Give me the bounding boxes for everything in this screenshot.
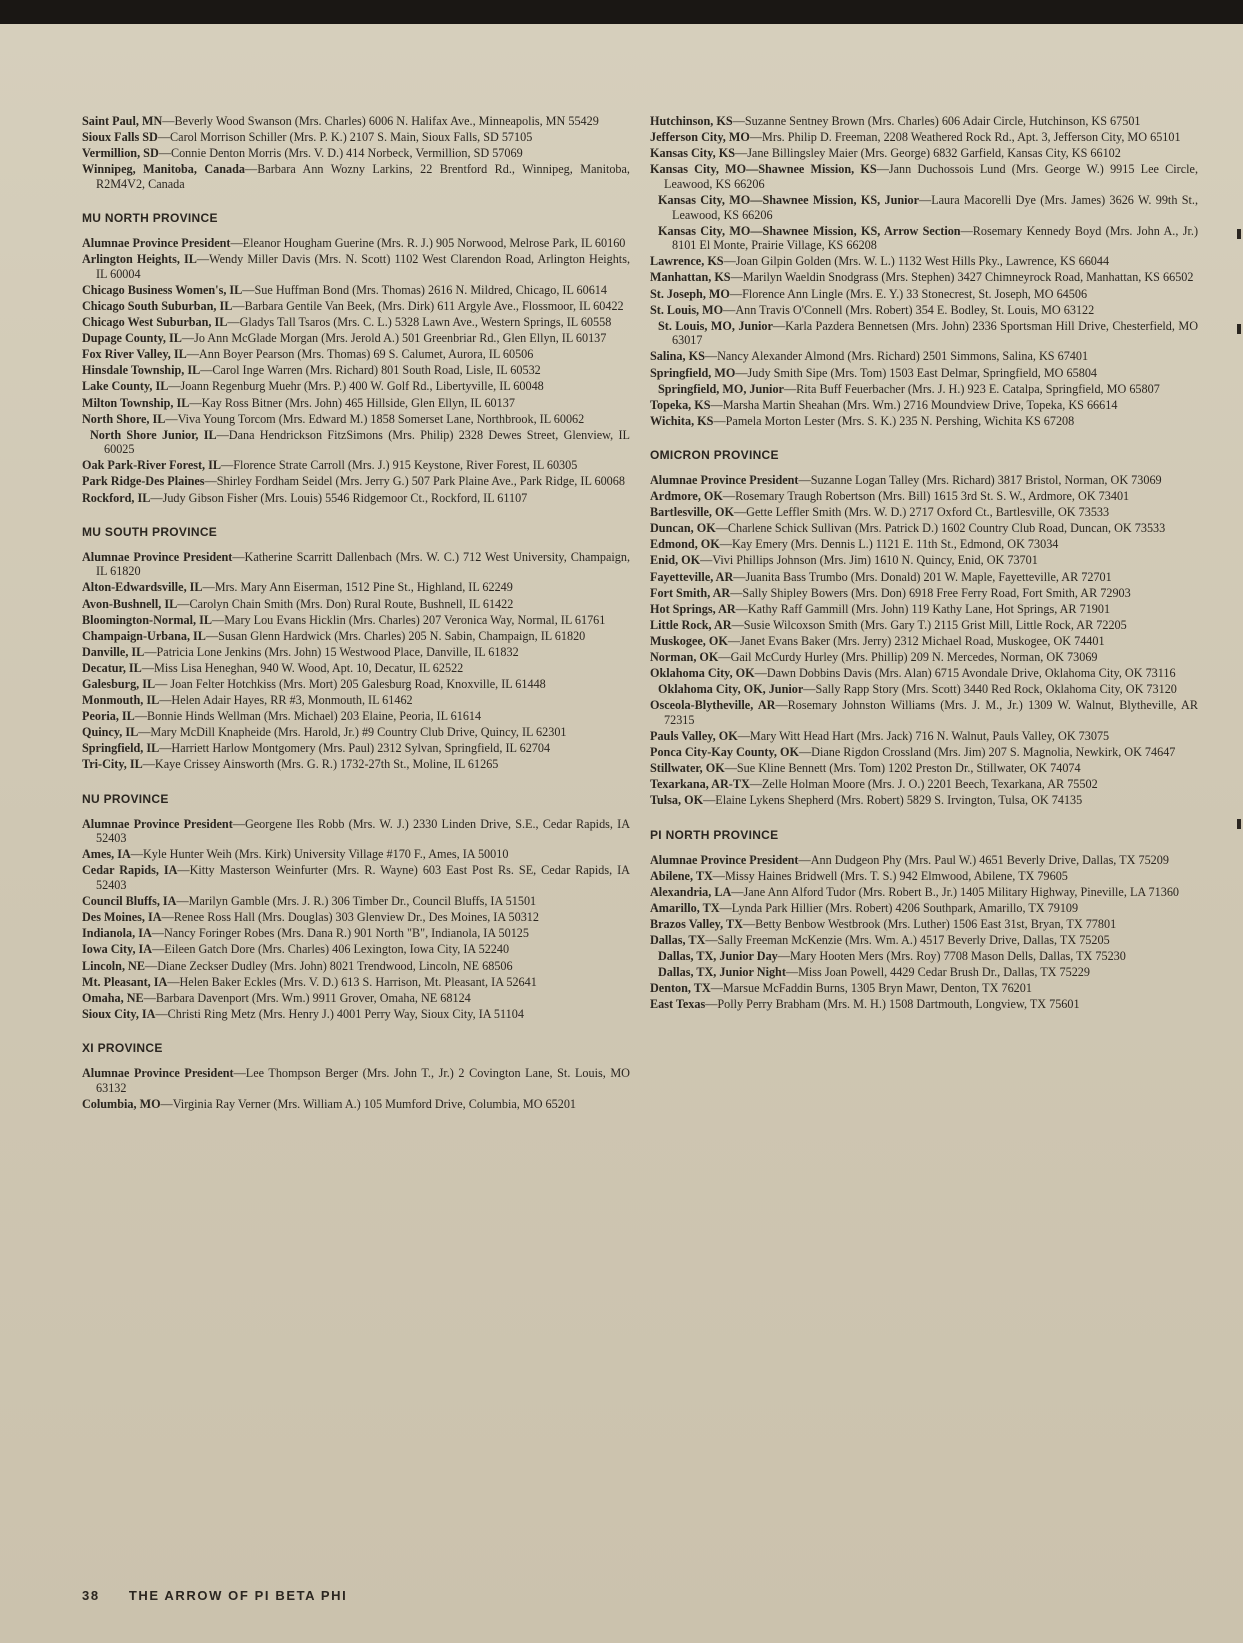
member-details: —Jane Ann Alford Tudor (Mrs. Robert B., Jr.) 1405 Military Highway, Pineville, LA 71360 [731,884,1180,899]
directory-entry [82,474,630,489]
chapter-name: Council Bluffs, IA [82,894,177,909]
chapter-name: Hot Springs, AR [650,601,736,616]
directory-entry [650,917,1198,932]
member-details: —Beverly Wood Swanson (Mrs. Charles) 6006 N. Halifax Ave., Minneapolis, MN 55429 [162,114,599,128]
edge-mark [1237,229,1241,239]
directory-entry [82,725,630,740]
directory-entry [82,709,630,724]
member-details: —Miss Lisa Heneghan, 940 W. Wood, Apt. 10, Decatur, IL 62522 [141,660,464,675]
directory-entry [650,586,1198,601]
chapter-name: Norman, OK [650,650,719,664]
member-details: —Jane Billingsley Maier (Mrs. George) 6832 Garfield, Kansas City, KS 66102 [735,146,1121,161]
member-details: —Mary McDill Knapheide (Mrs. Harold, Jr.) #9 Country Club Drive, Quincy, IL 62301 [138,725,567,740]
chapter-name: Dallas, TX [650,933,706,947]
document-page [0,24,1243,1643]
chapter-name: Manhattan, KS [650,270,731,285]
member-details: —Nancy Foringer Robes (Mrs. Dana R.) 901 North "B", Indianola, IA 50125 [151,926,529,941]
directory-entry [82,613,630,628]
member-details: —Wendy Miller Davis (Mrs. N. Scott) 1102 West Clarendon Road, Arlington Heights, IL 60004 [96,252,630,281]
member-details: —Ann Travis O'Connell (Mrs. Robert) 354 E. Bodley, St. Louis, MO 63122 [723,302,1095,317]
directory-entry [650,270,1198,285]
member-details: —Mrs. Mary Ann Eiserman, 1512 Pine St., Highland, IL 62249 [202,580,513,595]
member-details: —Dawn Dobbins Davis (Mrs. Alan) 6715 Avondale Drive, Oklahoma City, OK 73116 [754,666,1176,681]
chapter-name: Champaign-Urbana, IL [82,628,206,643]
chapter-name: Alumnae Province President [650,852,799,867]
chapter-name: Mt. Pleasant, IA [82,974,168,989]
directory-entry [650,146,1198,161]
province-heading: MU SOUTH PROVINCE [82,525,218,540]
member-details: —Jo Ann McGlade Morgan (Mrs. Jerold A.) 501 Greenbriar Rd., Glen Ellyn, IL 60137 [181,331,607,346]
member-details: —Judy Smith Sipe (Mrs. Tom) 1503 East Delmar, Springfield, MO 65804 [735,365,1098,380]
directory-entry [650,521,1198,536]
member-details: —Sally Freeman McKenzie (Mrs. Wm. A.) 4517 Beverly Drive, Dallas, TX 75205 [705,933,1110,947]
directory-entry [650,398,1198,413]
chapter-name: North Shore, IL [82,411,166,426]
member-details: —Barbara Gentile Van Beek, (Mrs. Dirk) 611 Argyle Ave., Flossmoor, IL 60422 [232,298,624,313]
member-details: —Sally Rapp Story (Mrs. Scott) 3440 Red Rock, Oklahoma City, OK 73120 [803,682,1177,697]
chapter-name: Fayetteville, AR [650,569,734,584]
directory-entry [82,252,630,281]
member-details: —Diane Rigdon Crossland (Mrs. Jim) 207 S. Magnolia, Newkirk, OK 74647 [798,745,1176,760]
directory-entry [650,729,1198,744]
chapter-name: Cedar Rapids, IA [82,863,178,878]
directory-entry [650,553,1198,568]
province-heading: XI PROVINCE [82,1041,163,1056]
member-details: —Gette Leffler Smith (Mrs. W. D.) 2717 Oxford Ct., Bartlesville, OK 73533 [733,505,1110,520]
chapter-name: Lincoln, NE [82,958,145,973]
directory-entry [82,114,630,129]
directory-entry [82,412,630,427]
directory-entry [650,349,1198,364]
chapter-name: Rockford, IL [82,490,151,505]
directory-entry [650,682,1198,697]
directory-entry [82,677,630,692]
directory-entry [650,745,1198,760]
directory-entry [82,162,630,191]
chapter-name: Kansas City, KS [650,146,735,161]
member-details: —Elaine Lykens Shepherd (Mrs. Robert) 5829 S. Irvington, Tulsa, OK 74135 [703,793,1083,808]
directory-entry [650,224,1198,253]
member-details: —Diane Zeckser Dudley (Mrs. John) 8021 Trendwood, Lincoln, NE 68506 [145,958,513,973]
directory-entry [650,981,1198,996]
directory-entry [82,817,630,846]
chapter-name: St. Louis, MO [650,302,724,317]
member-details: —Joann Regenburg Muehr (Mrs. P.) 400 W. Golf Rd., Libertyville, IL 60048 [168,379,544,394]
member-details: —Bonnie Hinds Wellman (Mrs. Michael) 203 Elaine, Peoria, IL 61614 [134,709,482,724]
member-details: —Miss Joan Powell, 4429 Cedar Brush Dr., Dallas, TX 75229 [785,965,1090,980]
chapter-name: Bloomington-Normal, IL [82,612,213,627]
chapter-name: Saint Paul, MN [82,114,163,128]
chapter-name: Alumnae Province President [82,236,231,251]
member-details: —Janet Evans Baker (Mrs. Jerry) 2312 Michael Road, Muskogee, OK 74401 [727,633,1105,648]
member-details: —Helen Baker Eckles (Mrs. V. D.) 613 S. Harrison, Mt. Pleasant, IA 52641 [167,974,537,989]
directory-entry [650,287,1198,302]
chapter-name: Indianola, IA [82,926,152,941]
member-details: —Jann Duchossois Lund (Mrs. George W.) 9915 Lee Circle, Leawood, KS 66206 [664,162,1198,191]
directory-entry [650,537,1198,552]
chapter-name: Lawrence, KS [650,254,724,269]
directory-entry [82,363,630,378]
chapter-name: Vermillion, SD [82,146,159,161]
directory-entry [82,580,630,595]
member-details: —Katherine Scarritt Dallenbach (Mrs. W. C.) 712 West University, Champaign, IL 61820 [96,549,630,579]
right-column [650,114,1198,1013]
directory-entry [650,634,1198,649]
member-details: —Dana Hendrickson FitzSimons (Mrs. Philip) 2328 Dewes Street, Glenview, IL 60025 [104,427,631,457]
chapter-name: Edmond, OK [650,537,720,552]
directory-entry [82,1097,630,1112]
directory-entry [650,193,1198,222]
member-details: —Pamela Morton Lester (Mrs. S. K.) 235 N. Pershing, Wichita KS 67208 [713,413,1075,428]
member-details: —Joan Gilpin Golden (Mrs. W. L.) 1132 West Hills Pky., Lawrence, KS 66044 [723,254,1110,269]
directory-entry [82,741,630,756]
chapter-name: Alumnae Province President [82,549,233,564]
chapter-name: Ardmore, OK [650,489,723,504]
chapter-name: Hutchinson, KS [650,114,733,128]
member-details: —Susan Glenn Hardwick (Mrs. Charles) 205 N. Sabin, Champaign, IL 61820 [205,628,586,643]
directory-entry [650,303,1198,318]
chapter-name: Quincy, IL [82,725,139,740]
page-number: 38 [82,1588,100,1603]
chapter-name: Columbia, MO [82,1096,161,1111]
directory-entry [82,331,630,346]
member-details: —Suzanne Sentney Brown (Mrs. Charles) 606 Adair Circle, Hutchinson, KS 67501 [732,114,1141,128]
member-details: —Susie Wilcoxson Smith (Mrs. Gary T.) 2115 Grist Mill, Little Rock, AR 72205 [731,617,1127,632]
left-column [82,114,630,1113]
directory-entry [650,885,1198,900]
chapter-name: Sioux City, IA [82,1006,156,1021]
member-details: —Barbara Davenport (Mrs. Wm.) 9911 Grover, Omaha, NE 68124 [143,990,471,1005]
chapter-name: Dupage County, IL [82,331,182,346]
directory-entry [82,1066,630,1095]
directory-entry [650,414,1198,429]
chapter-name: Brazos Valley, TX [650,916,743,931]
member-details: —Florence Ann Lingle (Mrs. E. Y.) 33 Stonecrest, St. Joseph, MO 64506 [729,286,1088,301]
chapter-name: Chicago South Suburban, IL [82,298,233,313]
directory-entry [650,869,1198,884]
province-heading: PI NORTH PROVINCE [650,827,779,842]
member-details: —Sue Huffman Bond (Mrs. Thomas) 2616 N. Mildred, Chicago, IL 60614 [242,282,607,297]
directory-entry [650,162,1198,191]
directory-entry [650,489,1198,504]
chapter-name: Iowa City, IA [82,942,153,957]
chapter-name: Arlington Heights, IL [82,252,197,267]
chapter-name: Oak Park-River Forest, IL [82,458,222,473]
member-details: —Marsha Martin Sheahan (Mrs. Wm.) 2716 Moundview Drive, Topeka, KS 66614 [710,397,1118,412]
chapter-name: Park Ridge-Des Plaines [82,474,205,489]
chapter-name: Alton-Edwardsville, IL [82,580,203,595]
directory-entry [82,597,630,612]
chapter-name: Hinsdale Township, IL [82,363,201,378]
directory-entry [82,458,630,473]
directory-entry [82,283,630,298]
chapter-name: Milton Township, IL [82,395,190,410]
chapter-name: Lake County, IL [82,379,169,394]
province-heading: OMICRON PROVINCE [650,448,779,463]
directory-entry [82,146,630,161]
member-details: —Betty Benbow Westbrook (Mrs. Luther) 1506 East 31st, Bryan, TX 77801 [742,916,1117,931]
chapter-name: Topeka, KS [650,397,711,412]
chapter-name: Fox River Valley, IL [82,347,187,362]
member-details: —Harriett Harlow Montgomery (Mrs. Paul) 2312 Sylvan, Springfield, IL 62704 [159,741,551,756]
chapter-name: Jefferson City, MO [650,130,750,145]
member-details: —Rosemary Traugh Robertson (Mrs. Bill) 1615 3rd St. S. W., Ardmore, OK 73401 [722,489,1130,504]
member-details: —Rosemary Kennedy Boyd (Mrs. John A., Jr.) 8101 El Monte, Prairie Village, KS 66208 [672,223,1198,253]
directory-entry [650,949,1198,964]
chapter-name: Pauls Valley, OK [650,728,738,743]
directory-entry [82,910,630,925]
directory-entry [82,428,630,457]
chapter-name: Texarkana, AR-TX [650,777,750,792]
member-details: —Carolyn Chain Smith (Mrs. Don) Rural Route, Bushnell, IL 61422 [177,596,514,611]
member-details: —Kitty Masterson Weinfurter (Mrs. R. Wayne) 603 East Post Rs. SE, Cedar Rapids, IA 52403 [96,863,630,893]
chapter-name: Peoria, IL [82,709,135,724]
member-details: —Mary Hooten Mers (Mrs. Roy) 7708 Mason Dells, Dallas, TX 75230 [777,949,1126,964]
chapter-name: North Shore Junior, IL [90,427,217,442]
chapter-name: Danville, IL [82,644,145,659]
chapter-name: Denton, TX [650,981,711,996]
directory-entry [650,666,1198,681]
member-details: —Mrs. Philip D. Freeman, 2208 Weathered Rock Rd., Apt. 3, Jefferson City, MO 65101 [749,130,1181,145]
chapter-name: Springfield, MO [650,365,736,380]
chapter-name: Oklahoma City, OK [650,666,755,681]
member-details: —Marsue McFaddin Burns, 1305 Bryn Mawr, Denton, TX 76201 [710,981,1032,996]
directory-entry [650,965,1198,980]
publication-title: THE ARROW OF PI BETA PHI [128,1588,348,1603]
chapter-name: Decatur, IL [82,660,142,675]
directory-entry [650,319,1198,348]
chapter-name: Oklahoma City, OK, Junior [658,682,804,697]
directory-entry [650,650,1198,665]
member-details: —Shirley Fordham Seidel (Mrs. Jerry G.) 507 Park Plaine Ave., Park Ridge, IL 60068 [204,474,625,489]
directory-entry [650,254,1198,269]
chapter-name: Wichita, KS [650,413,714,428]
directory-entry [82,315,630,330]
directory-entry [650,114,1198,129]
chapter-name: Des Moines, IA [82,910,162,925]
directory-entry [650,933,1198,948]
directory-entry [82,926,630,941]
directory-entry [82,975,630,990]
member-details: —Gladys Tall Tsaros (Mrs. C. L.) 5328 Lawn Ave., Western Springs, IL 60558 [227,315,612,330]
chapter-name: Kansas City, MO—Shawnee Mission, KS, Arrow Section [658,223,961,238]
member-details: —Rosemary Johnston Williams (Mrs. J. M., Jr.) 1309 W. Walnut, Blytheville, AR 72315 [664,698,1198,727]
member-details: —Charlene Schick Sullivan (Mrs. Patrick D.) 1602 Country Club Road, Duncan, OK 73533 [715,521,1166,536]
directory-entry [82,1007,630,1022]
directory-entry [82,299,630,314]
member-details: —Connie Denton Morris (Mrs. V. D.) 414 Norbeck, Vermillion, SD 57069 [158,146,523,161]
chapter-name: Salina, KS [650,349,705,364]
chapter-name: Springfield, MO, Junior [658,381,784,396]
chapter-name: Omaha, NE [82,990,144,1005]
member-details: —Renee Ross Hall (Mrs. Douglas) 303 Glenview Dr., Des Moines, IA 50312 [161,910,539,925]
member-details: —Lee Thompson Berger (Mrs. John T., Jr.) 2 Covington Lane, St. Louis, MO 63132 [96,1065,630,1095]
member-details: —Nancy Alexander Almond (Mrs. Richard) 2501 Simmons, Salina, KS 67401 [704,349,1089,364]
directory-entry [650,853,1198,868]
chapter-name: Enid, OK [650,553,701,568]
chapter-name: Little Rock, AR [650,617,732,632]
chapter-name: Avon-Bushnell, IL [82,596,178,611]
chapter-name: St. Joseph, MO [650,286,730,301]
member-details: —Karla Pazdera Bennetsen (Mrs. John) 2336 Sportsman Hill Drive, Chesterfield, MO 63017 [672,318,1198,348]
member-details: —Sally Shipley Bowers (Mrs. Don) 6918 Free Ferry Road, Fort Smith, AR 72903 [730,585,1131,600]
directory-entry [82,130,630,145]
member-details: —Polly Perry Brabham (Mrs. M. H.) 1508 Dartmouth, Longview, TX 75601 [705,997,1080,1012]
chapter-name: Springfield, IL [82,741,160,756]
member-details: —Judy Gibson Fisher (Mrs. Louis) 5546 Ridgemoor Ct., Rockford, IL 61107 [150,490,528,505]
member-details: —Virginia Ray Verner (Mrs. William A.) 105 Mumford Drive, Columbia, MO 65201 [160,1096,577,1111]
directory-entry [82,236,630,251]
member-details: —Marilyn Waeldin Snodgrass (Mrs. Stephen) 3427 Chimneyrock Road, Manhattan, KS 66502 [730,270,1194,285]
chapter-name: Alumnae Province President [82,1065,234,1080]
member-details: —Gail McCurdy Hurley (Mrs. Phillip) 209 N. Mercedes, Norman, OK 73069 [718,650,1098,664]
province-heading: MU NORTH PROVINCE [82,211,218,226]
chapter-name: Abilene, TX [650,868,713,883]
member-details: —Patricia Lone Jenkins (Mrs. John) 15 Westwood Place, Danville, IL 61832 [144,644,519,659]
directory-entry [82,347,630,362]
chapter-name: Osceola-Blytheville, AR [650,698,776,713]
page-footer [82,1588,347,1603]
member-details: —Marilyn Gamble (Mrs. J. R.) 306 Timber Dr., Council Bluffs, IA 51501 [176,894,537,909]
directory-entry [82,645,630,660]
directory-entry [650,366,1198,381]
directory-entry [650,130,1198,145]
chapter-name: Bartlesville, OK [650,505,734,520]
directory-entry [82,894,630,909]
directory-entry [82,757,630,772]
member-details: —Kyle Hunter Weih (Mrs. Kirk) University Village #170 F., Ames, IA 50010 [130,847,509,862]
directory-entry [82,942,630,957]
member-details: —Eleanor Hougham Guerine (Mrs. R. J.) 905 Norwood, Melrose Park, IL 60160 [230,236,626,251]
chapter-name: Alumnae Province President [82,816,233,831]
member-details: —Ann Boyer Pearson (Mrs. Thomas) 69 S. Calumet, Aurora, IL 60506 [186,347,534,362]
directory-entry [82,863,630,892]
chapter-name: Dallas, TX, Junior Night [658,965,786,980]
member-details: —Kay Emery (Mrs. Dennis L.) 1121 E. 11th St., Edmond, OK 73034 [719,537,1059,552]
member-details: —Ann Dudgeon Phy (Mrs. Paul W.) 4651 Beverly Drive, Dallas, TX 75209 [798,852,1169,867]
directory-entry [650,901,1198,916]
member-details: —Helen Adair Hayes, RR #3, Monmouth, IL 61462 [159,693,413,708]
directory-entry [650,793,1198,808]
scan-top-band [0,0,1243,24]
chapter-name: Alumnae Province President [650,472,799,487]
member-details: —Juanita Bass Trumbo (Mrs. Donald) 201 W. Maple, Fayetteville, AR 72701 [733,569,1112,584]
directory-entry [82,661,630,676]
chapter-name: Muskogee, OK [650,633,728,648]
chapter-name: Tulsa, OK [650,793,704,808]
chapter-name: Chicago West Suburban, IL [82,315,228,330]
directory-entry [650,618,1198,633]
directory-entry [650,698,1198,727]
chapter-name: East Texas [650,997,706,1012]
directory-entry [82,991,630,1006]
province-heading: NU PROVINCE [82,792,169,807]
member-details: —Mary Lou Evans Hicklin (Mrs. Charles) 207 Veronica Way, Normal, IL 61761 [212,612,606,627]
directory-entry [650,761,1198,776]
chapter-name: Winnipeg, Manitoba, Canada [82,162,245,177]
chapter-name: Dallas, TX, Junior Day [658,949,778,964]
chapter-name: Monmouth, IL [82,693,160,708]
member-details: —Rita Buff Feuerbacher (Mrs. J. H.) 923 E. Catalpa, Springfield, MO 65807 [783,381,1160,396]
edge-mark [1237,324,1241,334]
chapter-name: Duncan, OK [650,521,716,536]
member-details: — Joan Felter Hotchkiss (Mrs. Mort) 205 Galesburg Road, Knoxville, IL 61448 [155,677,546,691]
chapter-name: Tri-City, IL [82,757,143,772]
chapter-name: Ames, IA [82,847,131,862]
member-details: —Kathy Raff Gammill (Mrs. John) 119 Kathy Lane, Hot Springs, AR 71901 [735,601,1111,616]
directory-entry [650,473,1198,488]
directory-entry [650,570,1198,585]
directory-entry [650,382,1198,397]
member-details: —Viva Young Torcom (Mrs. Edward M.) 1858 Somerset Lane, Northbrook, IL 60062 [165,411,585,426]
chapter-name: Kansas City, MO—Shawnee Mission, KS, Junior [658,192,920,207]
member-details: —Carol Morrison Schiller (Mrs. P. K.) 2107 S. Main, Sioux Falls, SD 57105 [157,130,533,145]
chapter-name: Alexandria, LA [650,884,732,899]
directory-entry [82,847,630,862]
directory-entry [82,550,630,579]
directory-entry [82,959,630,974]
member-details: —Kay Ross Bitner (Mrs. John) 465 Hillside, Glen Ellyn, IL 60137 [189,395,515,410]
member-details: —Kaye Crissey Ainsworth (Mrs. G. R.) 1732-27th St., Moline, IL 61265 [142,757,499,772]
member-details: —Barbara Ann Wozny Larkins, 22 Brentford Rd., Winnipeg, Manitoba, R2M4V2, Canada [96,162,630,191]
directory-entry [650,997,1198,1012]
chapter-name: Stillwater, OK [650,761,725,776]
chapter-name: Fort Smith, AR [650,585,731,600]
member-details: —Suzanne Logan Talley (Mrs. Richard) 3817 Bristol, Norman, OK 73069 [798,472,1162,487]
directory-entry [650,777,1198,792]
member-details: —Zelle Holman Moore (Mrs. J. O.) 2201 Beech, Texarkana, AR 75502 [749,777,1098,792]
directory-entry [82,379,630,394]
member-details: —Florence Strate Carroll (Mrs. J.) 915 Keystone, River Forest, IL 60305 [221,458,578,473]
directory-entry [650,602,1198,617]
member-details: —Eileen Gatch Dore (Mrs. Charles) 406 Lexington, Iowa City, IA 52240 [152,942,510,957]
directory-entry [82,693,630,708]
member-details: —Laura Macorelli Dye (Mrs. James) 3626 W. 99th St., Leawood, KS 66206 [672,192,1198,222]
edge-mark [1237,819,1241,829]
chapter-name: St. Louis, MO, Junior [658,318,773,333]
member-details: —Missy Haines Bridwell (Mrs. T. S.) 942 Elmwood, Abilene, TX 79605 [712,868,1068,883]
chapter-name: Sioux Falls SD [82,130,158,145]
member-details: —Carol Inge Warren (Mrs. Richard) 801 South Road, Lisle, IL 60532 [200,363,541,378]
chapter-name: Kansas City, MO—Shawnee Mission, KS [650,162,877,177]
member-details: —Mary Witt Head Hart (Mrs. Jack) 716 N. Walnut, Pauls Valley, OK 73075 [737,728,1110,743]
directory-entry [82,396,630,411]
member-details: —Vivi Phillips Johnson (Mrs. Jim) 1610 N. Quincy, Enid, OK 73701 [700,553,1038,568]
chapter-name: Amarillo, TX [650,900,720,915]
member-details: —Lynda Park Hillier (Mrs. Robert) 4206 Southpark, Amarillo, TX 79109 [719,900,1079,915]
chapter-name: Ponca City-Kay County, OK [650,745,799,760]
member-details: —Christi Ring Metz (Mrs. Henry J.) 4001 Perry Way, Sioux City, IA 51104 [155,1006,524,1021]
directory-entry [82,491,630,506]
member-details: —Sue Kline Bennett (Mrs. Tom) 1202 Preston Dr., Stillwater, OK 74074 [724,761,1081,776]
chapter-name: Chicago Business Women's, IL [82,282,243,297]
member-details: —Georgene Iles Robb (Mrs. W. J.) 2330 Linden Drive, S.E., Cedar Rapids, IA 52403 [96,816,630,846]
directory-entry [650,505,1198,520]
directory-entry [82,629,630,644]
chapter-name: Galesburg, IL [82,677,156,691]
